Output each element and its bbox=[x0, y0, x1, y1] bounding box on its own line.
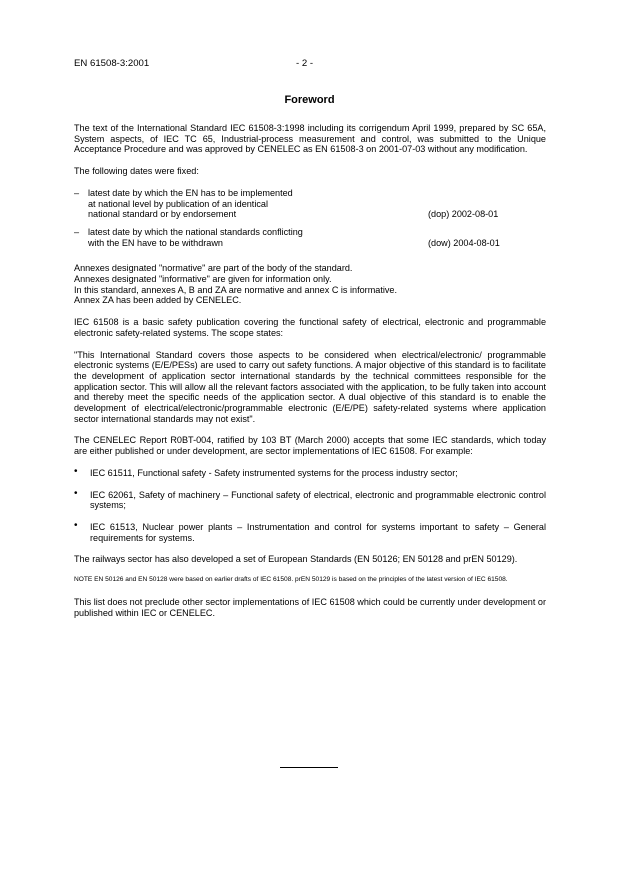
bullet-marker: • bbox=[74, 487, 78, 499]
final-paragraph: This list does not preclude other sector implementations of IEC 61508 which could be currently under development or published within IEC or CENELEC. bbox=[74, 597, 546, 618]
date-item-line: latest date by which the national standards conflicting bbox=[88, 226, 303, 237]
dates-list bbox=[74, 188, 546, 249]
date-item-dop bbox=[74, 188, 546, 220]
list-item bbox=[74, 465, 546, 479]
date-item-line: with the EN have to be withdrawn bbox=[88, 237, 223, 248]
end-rule bbox=[280, 767, 338, 768]
date-item-line: at national level by publication of an identical bbox=[88, 198, 268, 209]
annex-line: In this standard, annexes A, B and ZA are normative and annex C is informative. bbox=[74, 284, 398, 295]
list-item bbox=[74, 487, 546, 511]
annex-paragraph bbox=[74, 263, 546, 306]
scope-quote-paragraph: "This International Standard covers those aspects to be considered when electrical/electronic/ programmable electronic systems (E/E/PESs) are used to carry out safety functions. A major objective of this standard is to facilitate the development of application sector international standards by the technical committees responsible for the application sector. This will allow all the relevant factors associated with the application, to be fully taken into account and thereby meet the specific needs of the application sector. A dual objective of this standard is to enable the development of electrical/electronic/programmable electronic (E/E/PE) safety-related systems where application sector international standards may not exist". bbox=[74, 349, 546, 424]
cenelec-report-paragraph: The CENELEC Report R0BT-004, ratified by 103 BT (March 2000) accepts that some IEC standards, which today are either published or under development, are sector implementations of IEC 61508. For example: bbox=[74, 435, 546, 457]
date-code-dop: (dop) 2002-08-01 bbox=[428, 209, 499, 220]
annex-line: Annexes designated "normative" are part of the body of the standard. bbox=[74, 263, 353, 274]
date-item-line: latest date by which the EN has to be implemented bbox=[88, 187, 293, 198]
bullet-text: IEC 61511, Functional safety - Safety instrumented systems for the process industry sector; bbox=[90, 467, 458, 478]
date-code-dow: (dow) 2004-08-01 bbox=[428, 237, 500, 248]
dash-marker: – bbox=[74, 226, 80, 237]
bullet-text: IEC 62061, Safety of machinery – Functional safety of electrical, electronic and programmable electronic control systems; bbox=[90, 489, 546, 511]
bullet-marker: • bbox=[74, 465, 78, 477]
list-item bbox=[74, 519, 546, 543]
bullet-text: IEC 61513, Nuclear power plants – Instrumentation and control for systems important to safety – General requirements for systems. bbox=[90, 521, 546, 543]
annex-line: Annex ZA has been added by CENELEC. bbox=[74, 295, 242, 306]
foreword-body bbox=[74, 123, 546, 630]
dates-intro-paragraph: The following dates were fixed: bbox=[74, 166, 199, 177]
bullet-marker: • bbox=[74, 519, 78, 531]
page-number: - 2 - bbox=[296, 58, 314, 69]
intro-paragraph: The text of the International Standard IEC 61508-3:1998 including its corrigendum April 1999, prepared by SC 65A, System aspects, of IEC TC 65, Industrial-process measurement and control, was submitted to the Unique Acceptance Procedure and was approved by CENELEC as EN 61508-3 on 2001-07-03 without any modification. bbox=[74, 123, 546, 155]
page-title: Foreword bbox=[284, 94, 335, 106]
document-id: EN 61508-3:2001 bbox=[74, 58, 150, 69]
date-item-dow bbox=[74, 227, 546, 248]
basic-safety-paragraph: IEC 61508 is a basic safety publication covering the functional safety of electrical, electronic and programmable electronic safety-related systems. The scope states: bbox=[74, 317, 546, 338]
railways-paragraph: The railways sector has also developed a set of European Standards (EN 50126; EN 50128 and prEN 50129). bbox=[74, 554, 518, 565]
dash-marker: – bbox=[74, 187, 80, 198]
note-paragraph: NOTE EN 50126 and EN 50128 were based on earlier drafts of IEC 61508. prEN 50129 is based on the principles of the latest version of IEC 61508. bbox=[74, 576, 508, 584]
date-item-line: national standard or by endorsement bbox=[88, 209, 237, 220]
annex-line: Annexes designated "informative" are given for information only. bbox=[74, 274, 332, 285]
